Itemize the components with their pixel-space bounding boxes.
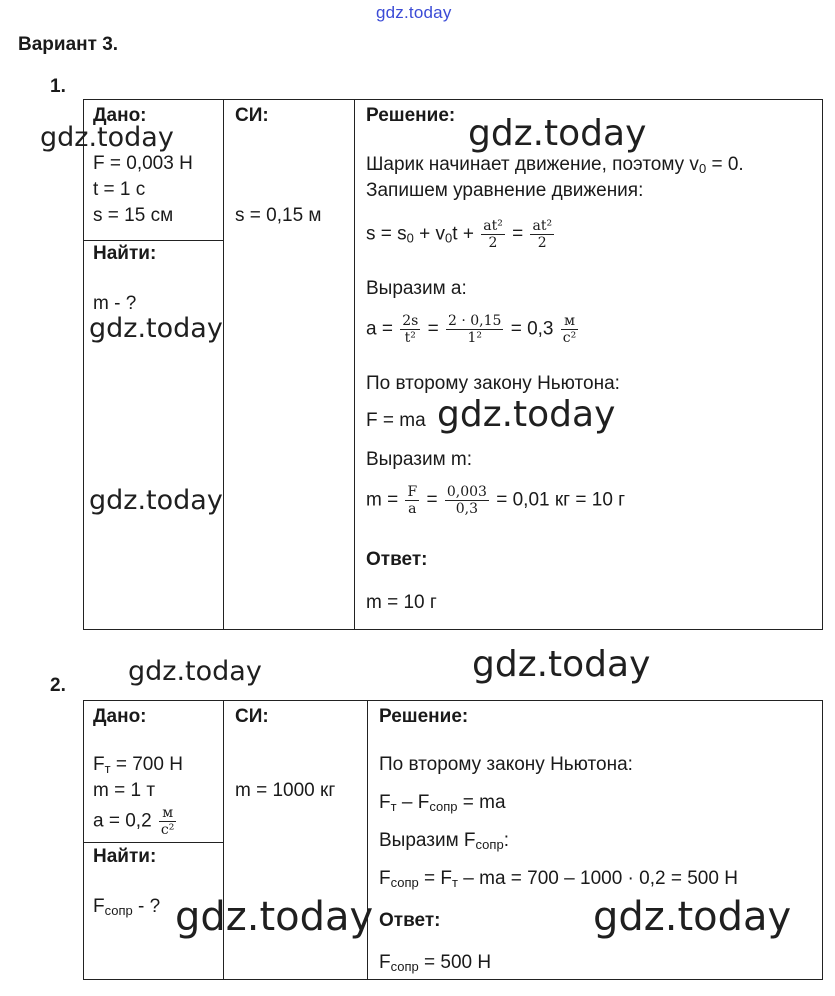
watermark: gdz.today [89, 313, 223, 344]
problem-1-number: 1. [50, 76, 66, 97]
given-header: Дано: [93, 105, 147, 126]
given-force: $F_т = 700$ Н [93, 754, 183, 776]
watermark: gdz.today [175, 894, 374, 940]
acceleration-equation: a = $\frac{2s}{\text{t²}}$ = $\frac{2 \cdot 0,15}{\text{1²}}$ = 0,3 $\frac{м}{\text{с²}}$ [366, 313, 577, 346]
mass-equation: m = $\frac{F}{a}$ = $\frac{0,003}{0,3}$ = 0,01 кг = 10 г [366, 484, 626, 517]
watermark: gdz.today [89, 485, 223, 516]
row-divider [84, 240, 223, 241]
given-header: Дано: [93, 706, 147, 727]
answer-header: Ответ: [366, 549, 428, 570]
resistance-equation: $F_{сопр} = F_т$ – ma = 700 – 1000 · 0,2 = 500 Н [379, 868, 738, 890]
variant-title: Вариант 3. [18, 34, 119, 55]
watermark: gdz.today [593, 894, 792, 940]
newton-equation: F = ma [366, 410, 426, 431]
find-header: Найти: [93, 846, 157, 867]
site-watermark-top: gdz.today [376, 3, 452, 22]
watermark: gdz.today [468, 113, 647, 154]
watermark: gdz.today [472, 644, 651, 685]
given-time: t = 1 с [93, 179, 146, 200]
given-mass: m = 1 т [93, 780, 156, 801]
solution-header: Решение: [366, 105, 456, 126]
row-divider [84, 842, 223, 843]
column-divider [354, 100, 355, 629]
motion-equation: $s = s_0 + v_0t$ + $\frac{\text{at²}}{2}$ = $\frac{\text{at²}}{2}$ [366, 218, 553, 251]
solution-line: По второму закону Ньютона: [366, 373, 620, 394]
find-header: Найти: [93, 243, 157, 264]
answer-value: $F_{сопр} = 500$ Н [379, 952, 492, 974]
find-value: $F_{сопр}$ - ? [93, 896, 161, 918]
given-acceleration: a = 0,2 $\frac{м}{\text{с²}}$ [93, 805, 175, 838]
find-value: m - ? [93, 293, 137, 314]
problem-1-table [83, 99, 823, 630]
solution-line: Запишем уравнение движения: [366, 180, 644, 201]
si-header: СИ: [235, 105, 269, 126]
problem-2-number: 2. [50, 675, 66, 696]
watermark: gdz.today [437, 394, 616, 435]
solution-line: Выразим m: [366, 449, 473, 470]
column-divider [223, 100, 224, 629]
newton-equation: $F_т - F_{сопр}$ = ma [379, 792, 506, 814]
solution-line: Выразим a: [366, 278, 467, 299]
si-value: m = 1000 кг [235, 780, 336, 801]
solution-line: Шарик начинает движение, поэтому $v_0 = 0$. [366, 154, 744, 176]
answer-value: m = 10 г [366, 592, 437, 613]
watermark: gdz.today [128, 656, 262, 687]
solution-header: Решение: [379, 706, 469, 727]
given-force: F = 0,003 Н [93, 153, 193, 174]
answer-header: Ответ: [379, 910, 441, 931]
watermark: gdz.today [40, 122, 174, 153]
solution-line: Выразим $F_{сопр}$: [379, 830, 509, 852]
given-distance: s = 15 см [93, 205, 174, 226]
si-value: s = 0,15 м [235, 205, 322, 226]
si-header: СИ: [235, 706, 269, 727]
solution-line: По второму закону Ньютона: [379, 754, 633, 775]
